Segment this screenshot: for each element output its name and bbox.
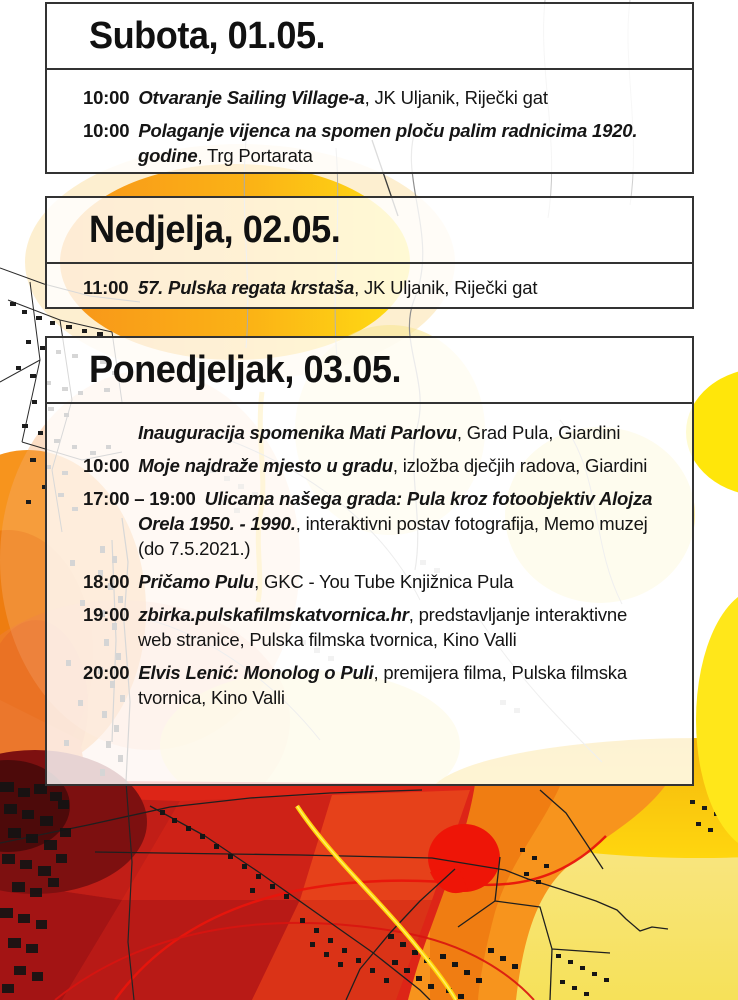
event-details: , JK Uljanik, Riječki gat [354, 277, 538, 298]
event-details: , JK Uljanik, Riječki gat [364, 87, 548, 108]
event-row [83, 569, 664, 594]
event-row [83, 420, 664, 445]
event-row [83, 453, 664, 478]
event-details: , izložba dječjih radova, Giardini [392, 455, 648, 476]
event-details: , interaktivni postav fotografija, Memo muzej (do 7.5.2021.) [138, 513, 648, 559]
event-row [83, 602, 664, 652]
event-details: , Grad Pula, Giardini [456, 422, 621, 443]
event-row [83, 118, 664, 168]
event-time: 10:00 [83, 455, 130, 476]
event-title: 57. Pulska regata krstaša [138, 277, 355, 298]
event-time: 20:00 [83, 662, 130, 683]
day-title: Nedjelja, 02.05. [89, 208, 341, 251]
event-row [83, 660, 664, 710]
day-title: Subota, 01.05. [89, 14, 326, 57]
event-row [83, 85, 664, 110]
event-time: 10:00 [83, 120, 130, 141]
event-title: Pričamo Pulu [138, 571, 255, 592]
event-title: zbirka.pulskafilmskatvornica.hr [138, 604, 409, 625]
event-title: Otvaranje Sailing Village-a [138, 87, 365, 108]
event-title: Inauguracija spomenika Mati Parlovu [138, 422, 457, 443]
event-time: 19:00 [83, 604, 130, 625]
event-row [83, 486, 664, 561]
event-list [47, 404, 692, 710]
event-details: , predstavljanje interaktivne web stranice, Pulska filmska tvornica, Kino Valli [138, 604, 628, 650]
event-title: Moje najdraže mjesto u gradu [138, 455, 393, 476]
event-title: Ulicama našega grada: Pula kroz fotoobjektiv Alojza Orela 1950. - 1990. [138, 488, 653, 534]
event-row [83, 275, 664, 300]
day-section-saturday [45, 2, 694, 174]
event-title: Polaganje vijenca na spomen ploču palim radnicima 1920. godine [138, 120, 638, 166]
day-title: Ponedjeljak, 03.05. [89, 348, 402, 391]
event-details: , GKC - You Tube Knjižnica Pula [254, 571, 514, 592]
event-time: 17:00 – 19:00 [83, 488, 196, 509]
day-section-sunday [45, 196, 694, 309]
event-list [47, 70, 692, 168]
event-details: , premijera filma, Pulska filmska tvornica, Kino Valli [138, 662, 627, 708]
day-header [47, 338, 692, 404]
event-time: 10:00 [83, 87, 130, 108]
event-details: , Trg Portarata [197, 145, 313, 166]
day-section-monday [45, 336, 694, 786]
event-title: Elvis Lenić: Monolog o Puli [138, 662, 374, 683]
day-header [47, 4, 692, 70]
event-time: 18:00 [83, 571, 130, 592]
day-header [47, 198, 692, 264]
event-time: 11:00 [83, 277, 129, 298]
event-list [47, 264, 692, 300]
